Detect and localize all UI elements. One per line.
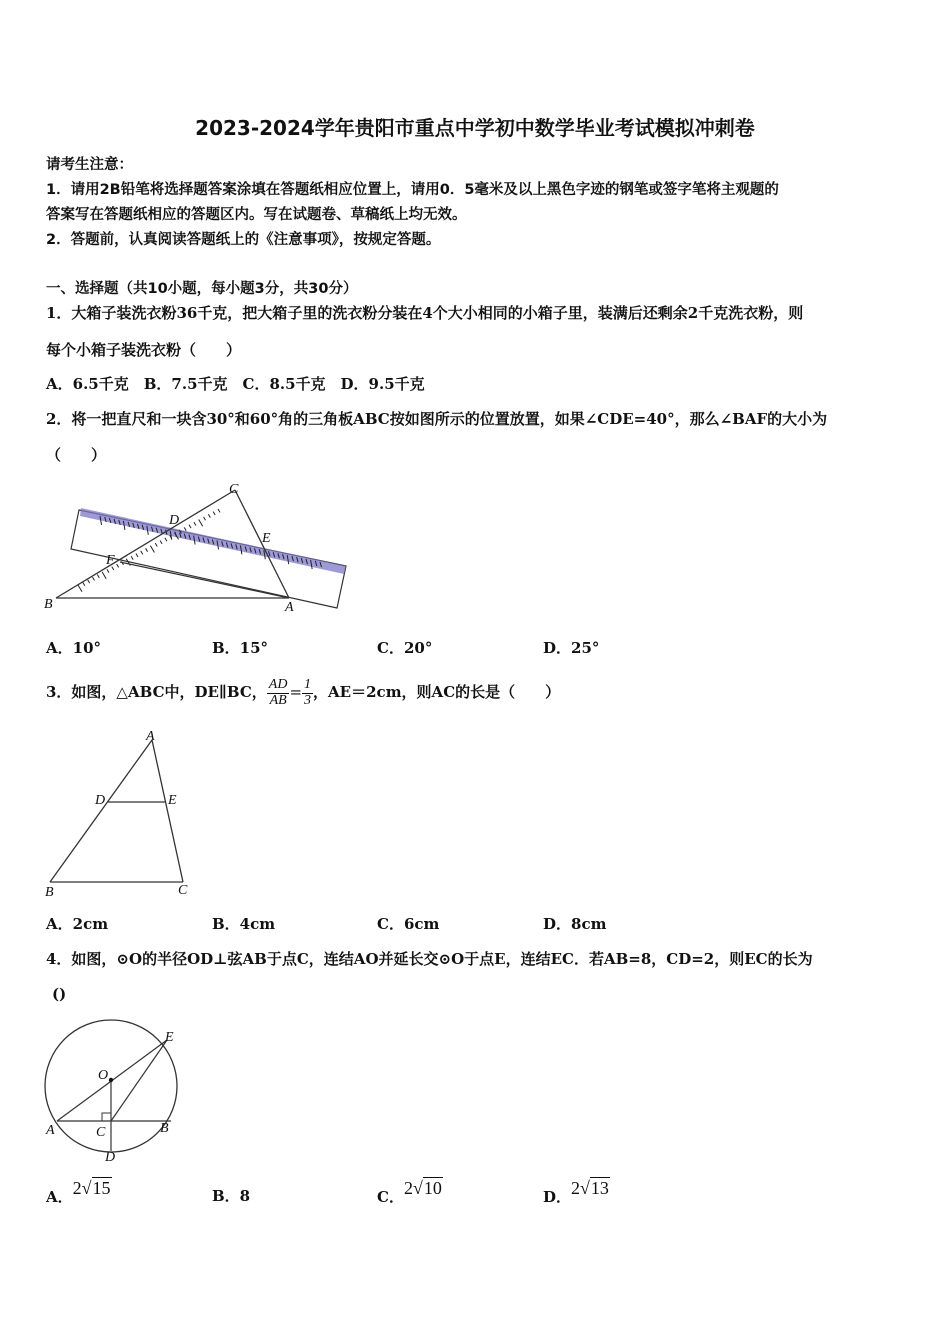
line-fa — [120, 562, 289, 598]
triangle-tick — [184, 527, 186, 530]
section-heading: 一、选择题（共10小题，每小题3分，共30分） — [46, 281, 358, 297]
notice-heading: 请考生注意： — [46, 157, 133, 173]
q4-option-d: D．2√13 — [543, 1178, 609, 1206]
q3-fraction-one-third: $\frac{1}{3}$ — [304, 676, 312, 708]
q4-label-b: B — [160, 1121, 169, 1136]
triangle-tick — [204, 517, 206, 520]
q3-figure — [40, 726, 200, 901]
triangle-tick — [92, 577, 94, 580]
q2-option-a: A．10° — [46, 639, 102, 657]
triangle-tick — [131, 556, 133, 559]
q1-options: A．6.5千克 B．7.5千克 C．8.5千克 D．9.5千克 — [46, 375, 425, 393]
q3-option-a: A．2cm — [46, 915, 109, 933]
q4-label-e: E — [165, 1030, 174, 1045]
triangle-tick — [194, 522, 196, 525]
notice-line-1: 1．请用2B铅笔将选择题答案涂填在答题纸相应位置上，请用0．5毫米及以上黑色字迹的钢笔或签字笔将主观题的 — [46, 182, 779, 198]
label-f: F — [106, 553, 115, 568]
q3-label-e: E — [168, 793, 177, 808]
q3-label-a: A — [146, 729, 155, 744]
q3-side-ac — [152, 740, 183, 882]
q4-right-angle-mark — [102, 1113, 111, 1121]
q3-label-d: D — [95, 793, 106, 808]
q4-label-o: O — [98, 1068, 109, 1083]
notice-line-2: 答案写在答题纸相应的答题区内。写在试题卷、草稿纸上均无效。 — [46, 207, 467, 223]
triangle-tick — [83, 582, 85, 585]
triangle-tick — [189, 525, 191, 528]
triangle-tick — [213, 512, 215, 515]
triangle-tick — [218, 509, 220, 512]
q4-segment-ec — [111, 1040, 167, 1121]
triangle-tick — [102, 572, 106, 579]
q1-line-2: 每个小箱子装洗衣粉（ ） — [46, 341, 242, 359]
triangle-tick — [107, 569, 109, 572]
q4-option-c: C．2√10 — [377, 1178, 442, 1206]
triangle-tick — [208, 514, 210, 517]
triangle-tick — [97, 575, 99, 578]
q4-line-1: 4．如图，⊙O的半径OD⊥弦AB于点C，连结AO并延长交⊙O于点E，连结EC．若AB=8，CD=2，则EC的长为 — [46, 950, 813, 968]
q3-suffix: ，AE＝2cm，则AC的长是（ ） — [313, 683, 561, 701]
q4-figure — [40, 1018, 190, 1168]
q3-stem — [46, 669, 560, 715]
q2-option-d: D．25° — [543, 639, 600, 657]
label-e: E — [262, 531, 271, 546]
triangle-tick — [78, 585, 82, 592]
triangle-tick — [165, 538, 167, 541]
q2-line-1: 2．将一把直尺和一块含30°和60°角的三角板ABC按如图所示的位置放置，如果∠CDE=40°，那么∠BAF的大小为 — [46, 410, 828, 428]
q4-line-2: () — [52, 985, 67, 1003]
q3-label-b: B — [45, 885, 54, 900]
q3-side-ab — [50, 740, 152, 882]
q3-option-d: D．8cm — [543, 915, 607, 933]
page-title: 2023-2024学年贵阳市重点中学初中数学毕业考试模拟冲刺卷 — [195, 116, 755, 140]
q4-label-a: A — [46, 1123, 55, 1138]
triangle-tick — [141, 551, 143, 554]
q3-equals: = — [289, 683, 303, 701]
q4-center-point — [109, 1078, 113, 1082]
q3-prefix: 3．如图，△ABC中，DE∥BC， — [46, 683, 267, 701]
q1-line-1: 1．大箱子装洗衣粉36千克，把大箱子里的洗衣粉分装在4个大小相同的小箱子里，装满后还剩余2千克洗衣粉，则 — [46, 304, 804, 322]
triangle-tick — [155, 543, 157, 546]
q3-fraction-ad-ab: $\frac{AD}{AB}$ — [268, 676, 288, 708]
triangle-tick — [146, 548, 148, 551]
triangle-tick — [136, 554, 138, 557]
q3-option-c: C．6cm — [377, 915, 440, 933]
triangle-tick — [88, 580, 90, 583]
q4-option-b: B．8 — [212, 1187, 251, 1205]
triangle-tick — [117, 564, 119, 567]
triangle-tick — [150, 546, 154, 553]
triangle-tick — [199, 519, 203, 526]
label-b: B — [44, 597, 53, 612]
q2-figure — [40, 478, 360, 620]
q2-option-c: C．20° — [377, 639, 433, 657]
label-d: D — [169, 513, 180, 528]
q4-label-d: D — [105, 1150, 116, 1165]
q3-option-b: B．4cm — [212, 915, 276, 933]
q4-option-a: A．2√15 — [46, 1178, 111, 1206]
q2-option-b: B．15° — [212, 639, 269, 657]
label-c: C — [229, 482, 239, 497]
q3-label-c: C — [178, 883, 188, 898]
notice-line-3: 2．答题前，认真阅读答题纸上的《注意事项》，按规定答题。 — [46, 232, 441, 248]
q2-line-2: （ ） — [46, 446, 107, 464]
q4-label-c: C — [96, 1125, 106, 1140]
triangle-tick — [160, 540, 162, 543]
label-a: A — [285, 600, 294, 615]
